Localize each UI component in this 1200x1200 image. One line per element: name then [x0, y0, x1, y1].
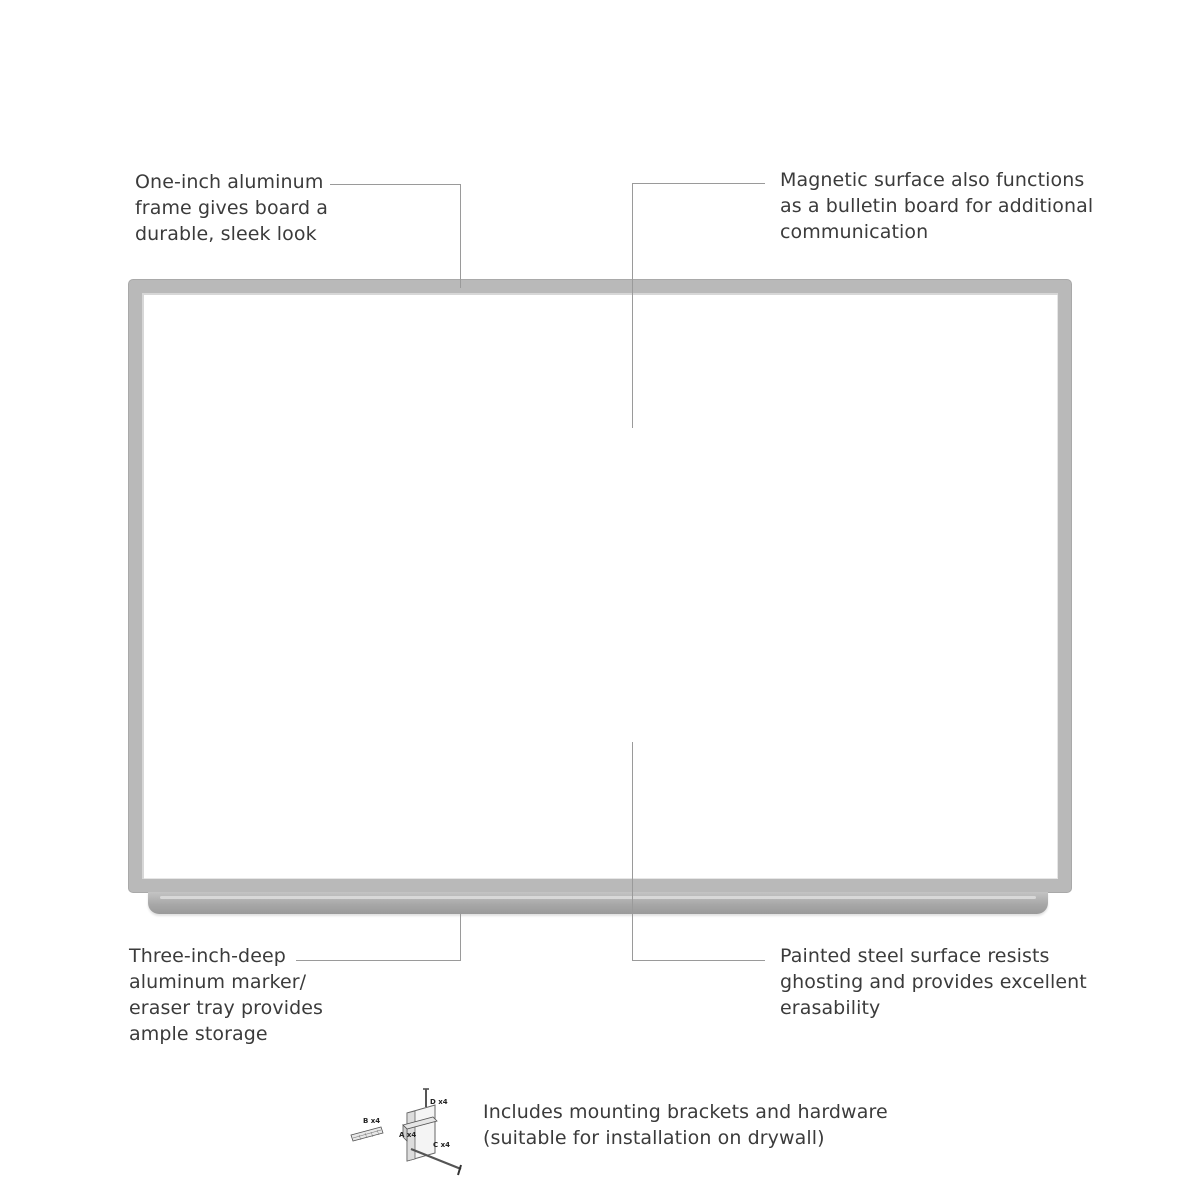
callout-mounting-hardware [483, 1099, 888, 1151]
callout-line: ample storage [129, 1023, 268, 1045]
callout-aluminum-frame [135, 169, 328, 247]
callout-line: erasability [780, 997, 881, 1019]
callout-line: One-inch aluminum [135, 171, 324, 193]
callout-line: Painted steel surface resists [780, 945, 1050, 967]
bracket-label-c: C x4 [433, 1141, 450, 1149]
screw-c-icon [411, 1149, 461, 1175]
mounting-bracket-illustration [345, 1083, 470, 1179]
callout-line: frame gives board a [135, 197, 329, 219]
callout-line: (suitable for installation on drywall) [483, 1127, 825, 1149]
bracket-label-b: B x4 [363, 1117, 381, 1125]
callout-line: as a bulletin board for additional [780, 195, 1094, 217]
callout-line: eraser tray provides [129, 997, 324, 1019]
whiteboard-frame [129, 280, 1071, 892]
callout-line: communication [780, 221, 929, 243]
marker-eraser-tray [148, 892, 1048, 914]
whiteboard-surface [142, 293, 1058, 879]
callout-line: ghosting and provides excellent [780, 971, 1087, 993]
callout-line: durable, sleek look [135, 223, 317, 245]
screw-d-icon [423, 1089, 429, 1107]
anchor-b-icon [351, 1127, 383, 1141]
bracket-label-a: A x4 [399, 1131, 417, 1139]
bracket-label-d: D x4 [430, 1098, 448, 1106]
callout-magnetic-surface [780, 167, 1093, 245]
callout-line: aluminum marker/ [129, 971, 307, 993]
callout-line: Magnetic surface also functions [780, 169, 1085, 191]
callout-painted-steel-surface [780, 943, 1087, 1021]
callout-marker-tray [129, 943, 323, 1047]
callout-line: Includes mounting brackets and hardware [483, 1101, 888, 1123]
callout-line: Three-inch-deep [129, 945, 286, 967]
